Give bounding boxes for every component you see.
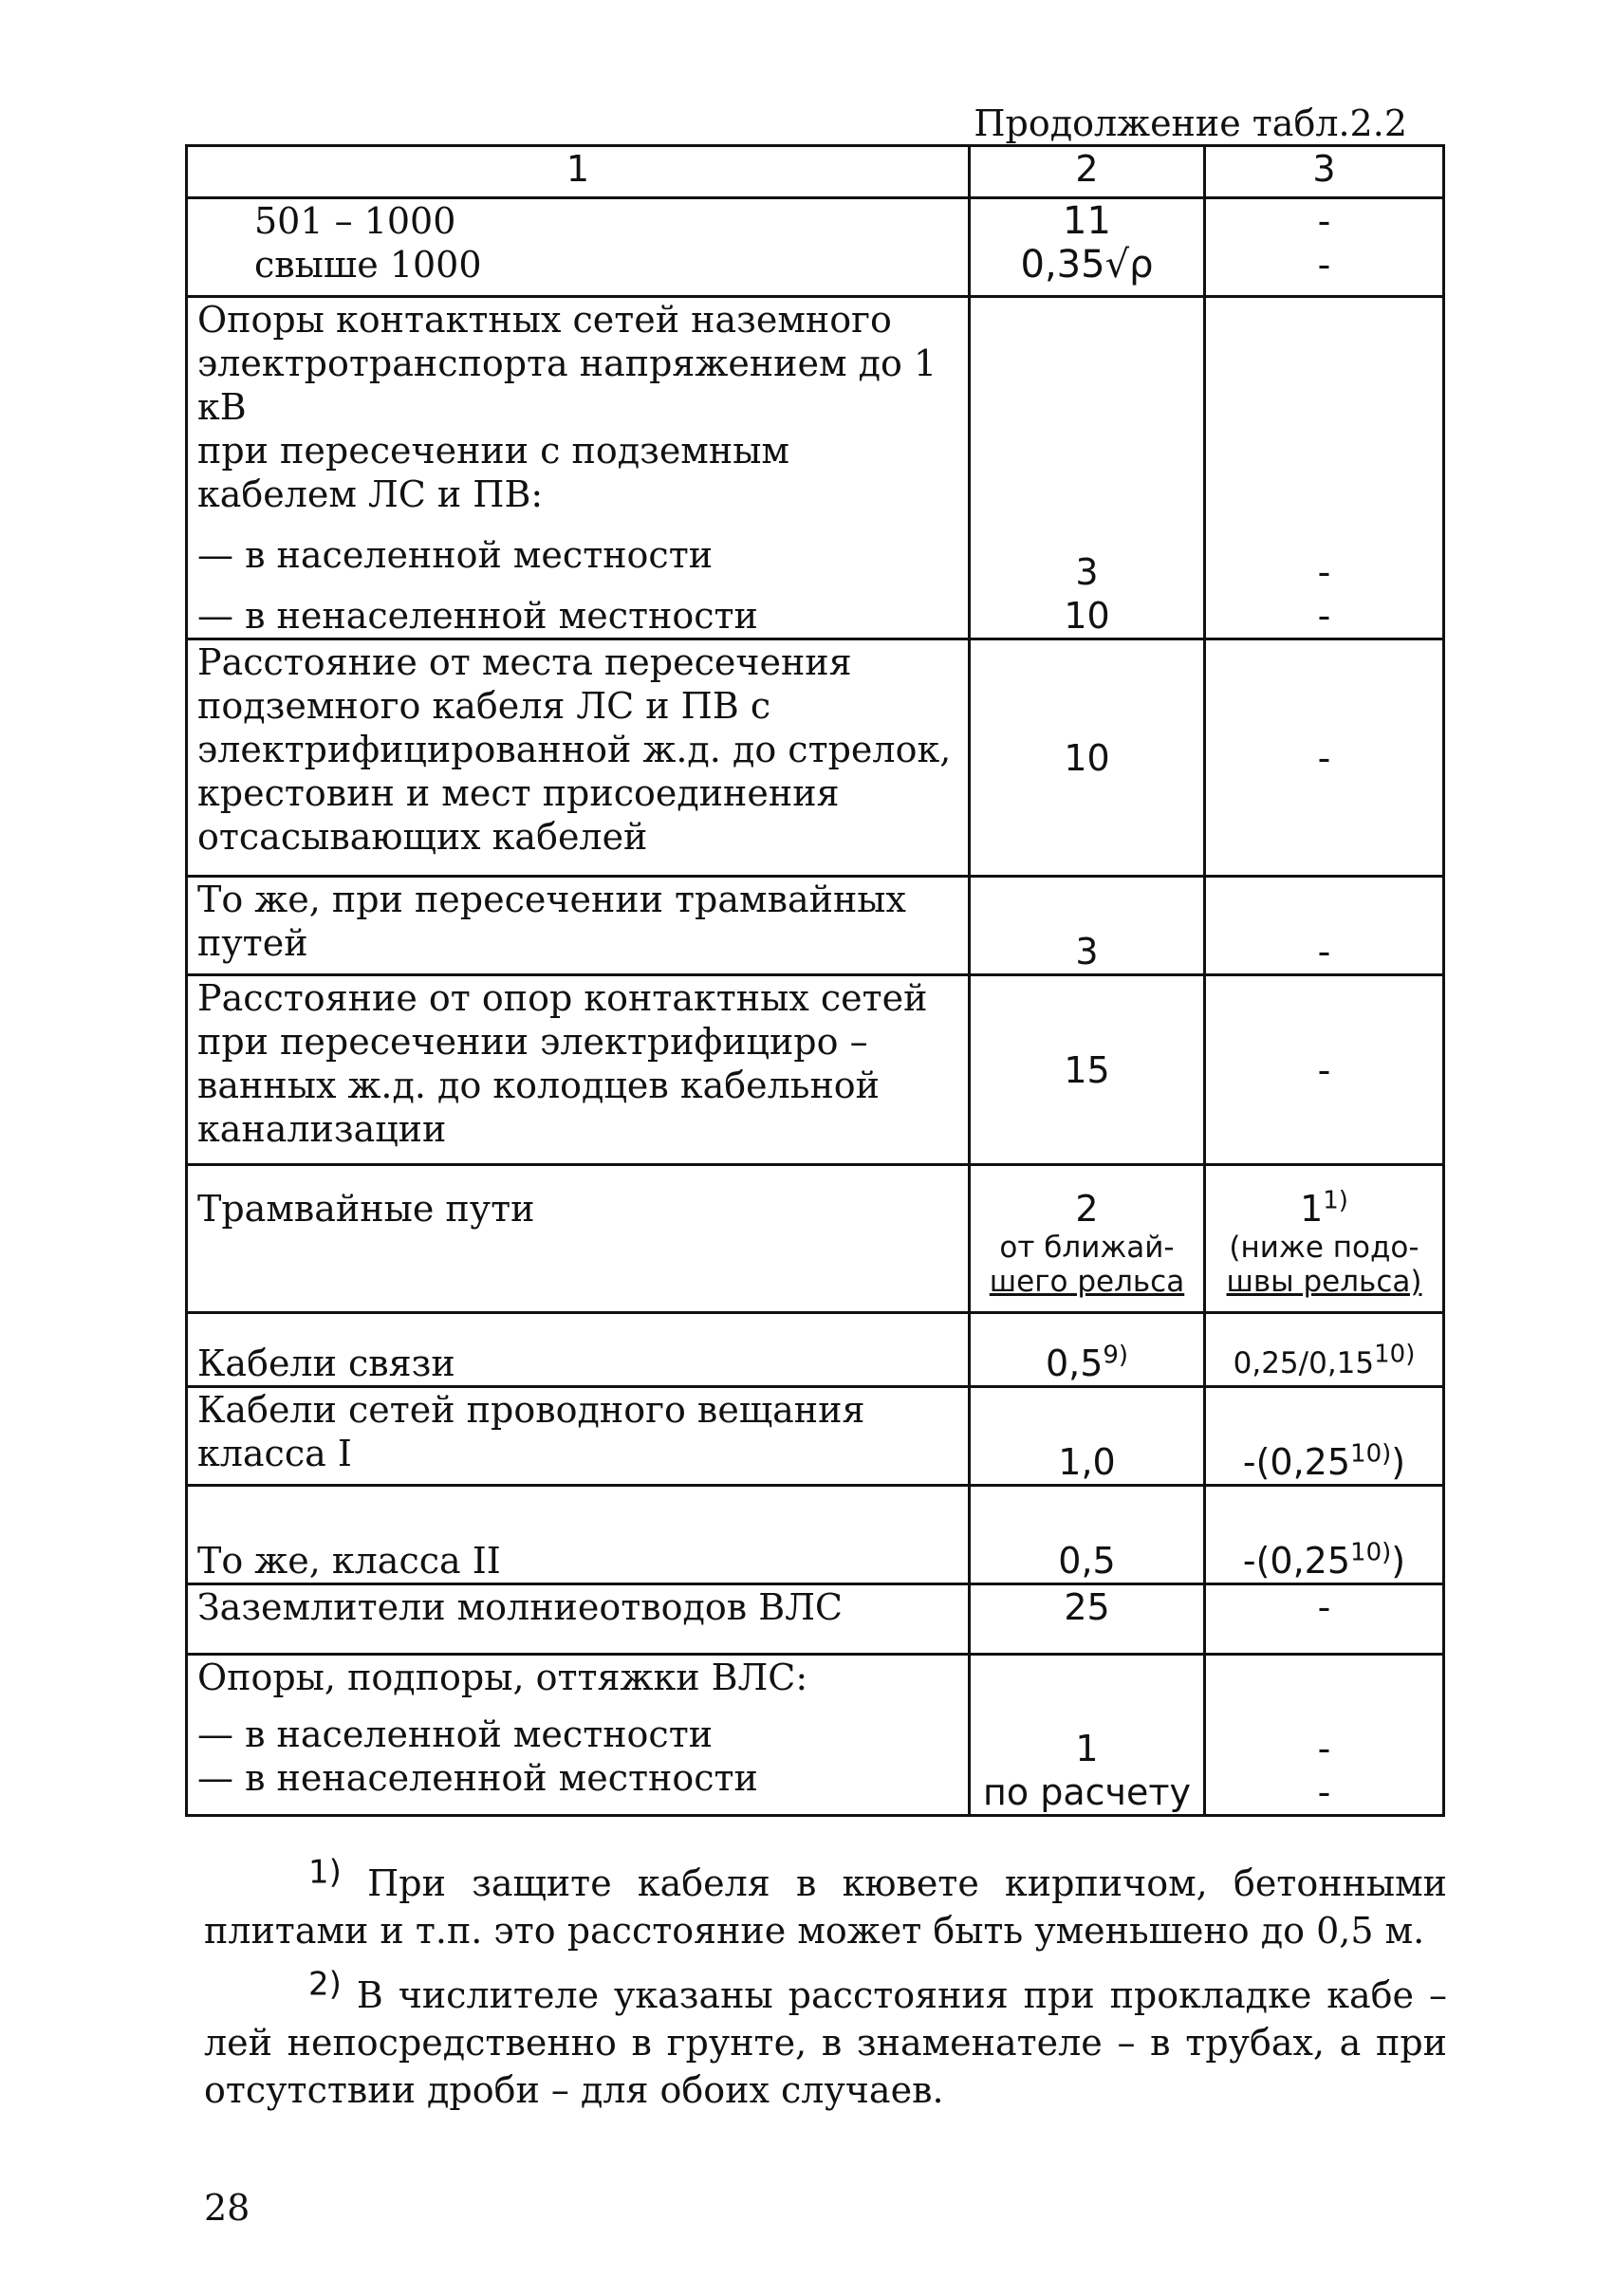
row-label: То же, класса II [187,1486,970,1584]
row-value: 1 по расчету [970,1655,1205,1816]
table-row [187,1313,1444,1387]
row-value: 25 [970,1584,1205,1655]
header-col-1: 1 [187,146,970,198]
table-row [187,877,1444,975]
row-label: Опоры, подпоры, оттяжки ВЛС: — в населенной местности — в ненаселенной местности [187,1655,970,1816]
row-value: 10 [970,639,1205,877]
footnotes [204,1853,1447,2131]
row-label: Опоры контактных сетей наземного электротранспорта напряжением до 1 кВ при пересечении с подземным кабелем ЛС и ПВ: — в населенной местности — в ненаселенной местности [187,297,970,639]
row-value-3: - [1205,975,1444,1165]
row-label: 501 – 1000 свыше 1000 [187,198,970,297]
row-value-3: - - [1205,198,1444,297]
table-row [187,1165,1444,1313]
row-value-3: -(0,25$^{10)}$) [1205,1387,1444,1486]
table-row [187,1655,1444,1816]
table-row [187,639,1444,877]
row-value-3: - [1205,877,1444,975]
row-value-3: 0,25/0,15$^{10)}$ [1205,1313,1444,1387]
table-row [187,297,1444,639]
footnote-2: $^{2)}$ В числителе указаны расстояния при прокладке кабе – лей непосредственно в грунте, в знаменателе – в трубах, а при отсутствии дроби – для обоих случаев. [204,1965,1447,2111]
row-value: 11 0,35√ρ [970,198,1205,297]
row-value-3: - - [1205,297,1444,639]
row-label: Заземлители молниеотводов ВЛС [187,1584,970,1655]
row-label: Расстояние от опор контактных сетей при пересечении электрифициро – ванных ж.д. до колодцев кабельной канализации [187,975,970,1165]
table-header-row [187,146,1444,198]
row-value-3: - - [1205,1655,1444,1816]
row-label: Кабели сетей проводного вещания класса I [187,1387,970,1486]
row-value: 0,5$^{9)}$ [970,1313,1205,1387]
row-label: То же, при пересечении трамвайных путей [187,877,970,975]
distance-table [185,144,1445,1817]
row-label: Трамвайные пути [187,1165,970,1313]
row-value: 15 [970,975,1205,1165]
footnote-1: $^{1)}$ При защите кабеля в кювете кирпичом, бетонными плитами и т.п. это расстояние может быть уменьшено до 0,5 м. [204,1853,1447,1952]
row-value-3: - [1205,1584,1444,1655]
table-row [187,975,1444,1165]
header-col-2: 2 [970,146,1205,198]
row-label: Расстояние от места пересечения подземного кабеля ЛС и ПВ с электрифицированной ж.д. до стрелок, крестовин и мест присоединения отсасывающих кабелей [187,639,970,877]
row-label: Кабели связи [187,1313,970,1387]
row-value: 0,5 [970,1486,1205,1584]
table-row [187,1387,1444,1486]
table-row [187,1486,1444,1584]
row-value: 1,0 [970,1387,1205,1486]
table-row [187,198,1444,297]
row-value-3: - [1205,639,1444,877]
page-number: 28 [204,2187,250,2229]
header-col-3: 3 [1205,146,1444,198]
table-row [187,1584,1444,1655]
row-value: 3 10 [970,297,1205,639]
table-caption: Продолжение табл.2.2 [974,102,1407,144]
row-value-3: -(0,25$^{10)}$) [1205,1486,1444,1584]
row-value: 2 от ближай- шего рельса [970,1165,1205,1313]
row-value: 3 [970,877,1205,975]
row-value-3: 1$^{1)}$ (ниже подо- швы рельса) [1205,1165,1444,1313]
